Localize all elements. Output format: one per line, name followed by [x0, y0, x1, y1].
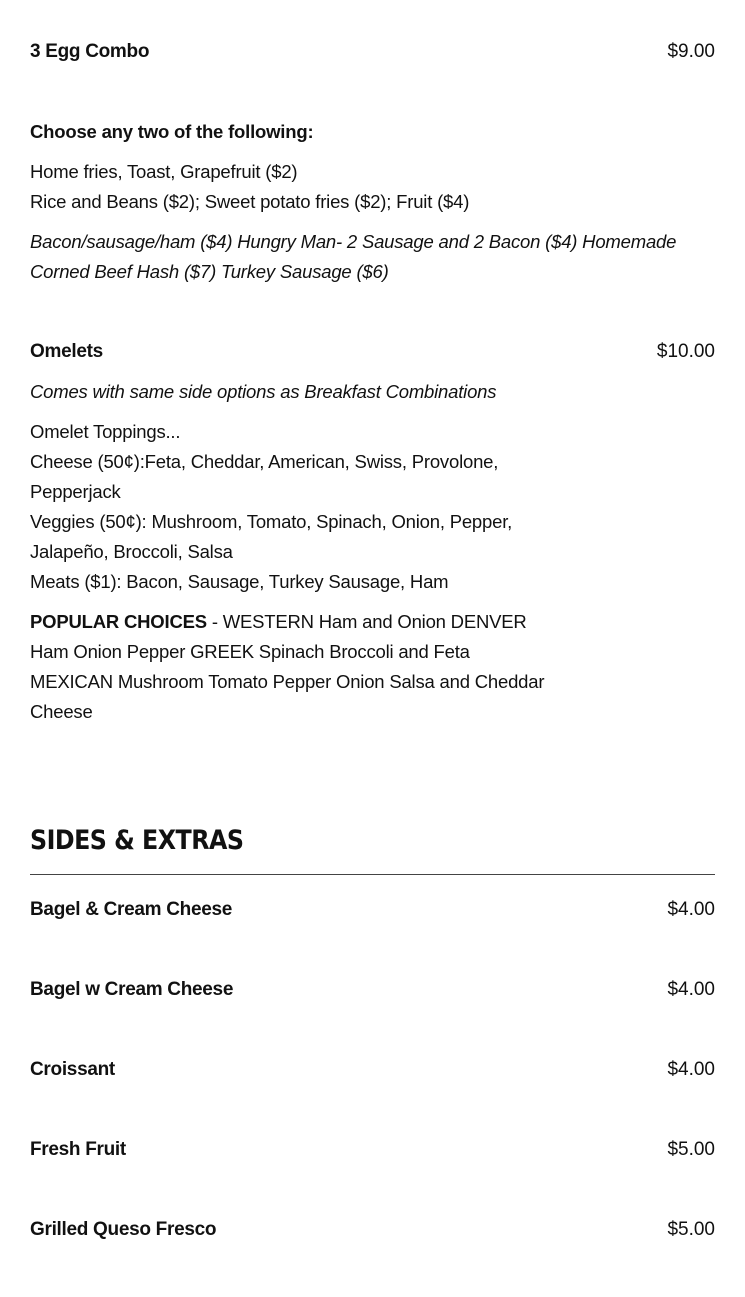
- menu-item-omelets: [30, 337, 715, 367]
- item-name: Grilled Queso Fresco: [30, 1219, 217, 1240]
- menu-item-fresh-fruit: [30, 1135, 715, 1165]
- toppings-heading: Omelet Toppings...: [30, 421, 181, 442]
- item-name: Bagel w Cream Cheese: [30, 979, 234, 1000]
- veggies-line-2: Jalapeño, Broccoli, Salsa: [30, 541, 233, 562]
- section-title-sides-extras: SIDES & EXTRAS: [30, 825, 244, 856]
- menu-item-3-egg-combo: [30, 37, 715, 67]
- item-name: Omelets: [30, 341, 103, 362]
- item-name: Fresh Fruit: [30, 1139, 126, 1160]
- popular-choices-line-1: [30, 607, 715, 637]
- popular-choices-line-3: MEXICAN Mushroom Tomato Pepper Onion Salsa and Cheddar: [30, 671, 545, 692]
- item-name: Bagel & Cream Cheese: [30, 899, 233, 920]
- popular-choices-label: POPULAR CHOICES: [30, 611, 207, 632]
- item-price: $5.00: [667, 1219, 715, 1240]
- omelets-note: Comes with same side options as Breakfast Combinations: [30, 381, 497, 402]
- sides-line-2: Rice and Beans ($2); Sweet potato fries ($2); Fruit ($4): [30, 191, 470, 212]
- menu-item-grilled-queso-fresco: [30, 1215, 715, 1245]
- menu-item-bagel-w-cream-cheese: [30, 975, 715, 1005]
- popular-choices-line-2: Ham Onion Pepper GREEK Spinach Broccoli and Feta: [30, 641, 470, 662]
- meats-line: Meats ($1): Bacon, Sausage, Turkey Sausage, Ham: [30, 571, 449, 592]
- item-price: $4.00: [667, 1059, 715, 1080]
- item-price: $4.00: [667, 979, 715, 1000]
- item-price: $10.00: [656, 341, 715, 362]
- menu-item-croissant: [30, 1055, 715, 1085]
- cheese-line-1: Cheese (50¢):Feta, Cheddar, American, Swiss, Provolone,: [30, 451, 499, 472]
- sides-line-1: Home fries, Toast, Grapefruit ($2): [30, 161, 298, 182]
- popular-choices-text: - WESTERN Ham and Onion DENVER: [206, 611, 527, 632]
- menu-item-bagel-cream-cheese: [30, 895, 715, 925]
- item-price: $5.00: [667, 1139, 715, 1160]
- cheese-line-2: Pepperjack: [30, 481, 121, 502]
- item-name: Croissant: [30, 1059, 115, 1080]
- item-name: 3 Egg Combo: [30, 41, 150, 62]
- choose-heading: Choose any two of the following:: [30, 121, 314, 142]
- meat-options-line-2: Corned Beef Hash ($7) Turkey Sausage ($6): [30, 261, 389, 282]
- item-price: $9.00: [667, 41, 715, 62]
- item-price: $4.00: [667, 899, 715, 920]
- popular-choices-line-4: Cheese: [30, 701, 93, 722]
- section-divider: [30, 874, 715, 875]
- meat-options-line-1: Bacon/sausage/ham ($4) Hungry Man- 2 Sausage and 2 Bacon ($4) Homemade: [30, 231, 677, 252]
- veggies-line-1: Veggies (50¢): Mushroom, Tomato, Spinach, Onion, Pepper,: [30, 511, 513, 532]
